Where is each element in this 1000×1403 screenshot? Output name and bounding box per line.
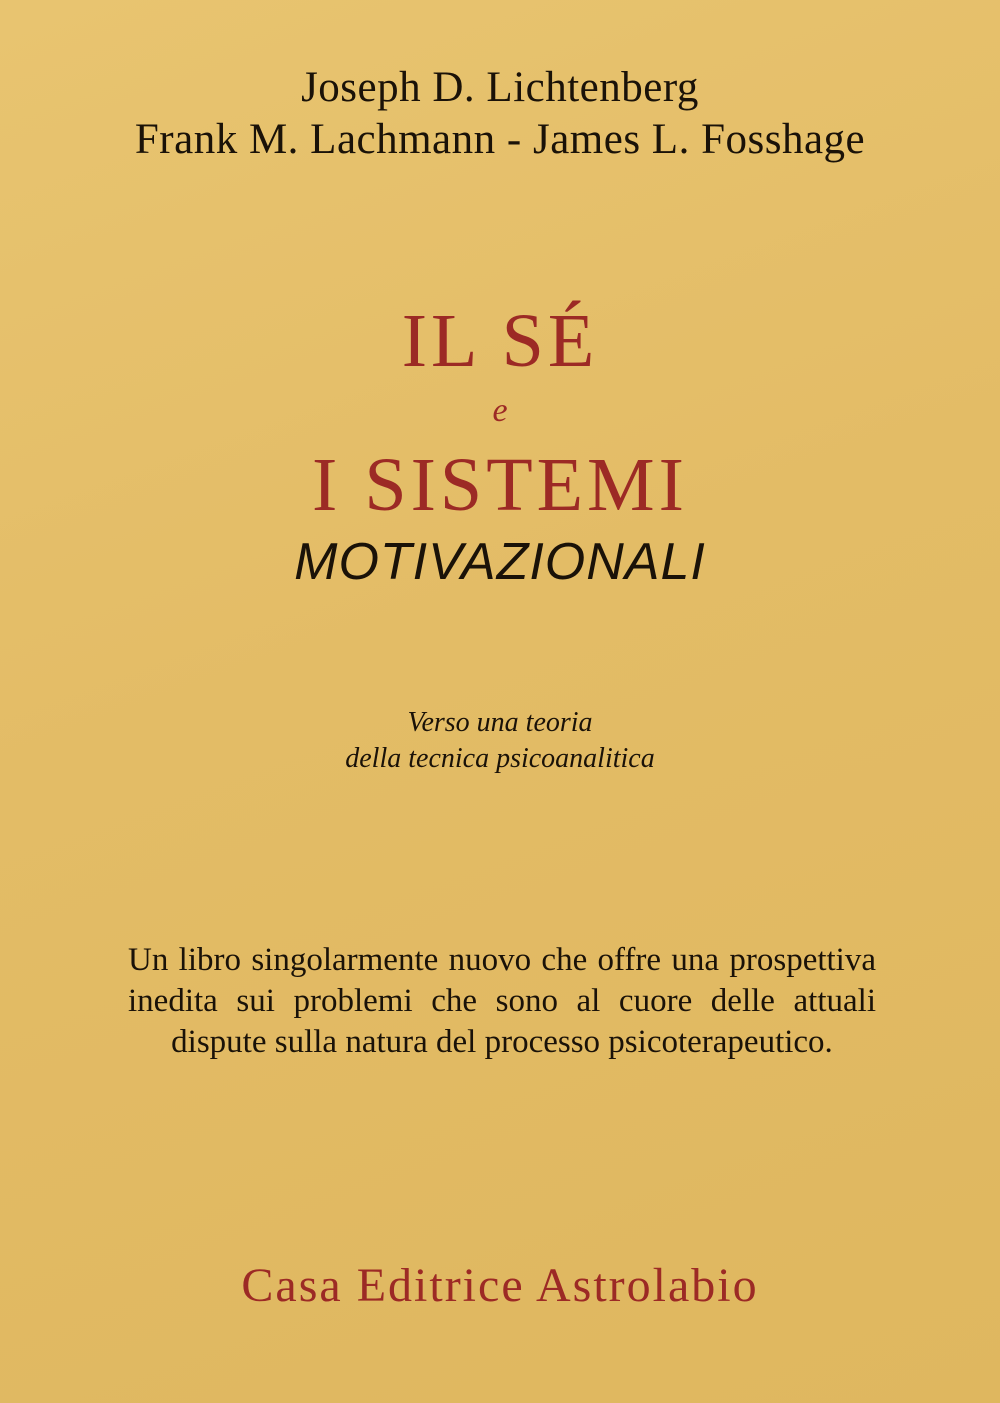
author-block [0, 62, 1000, 166]
subtitle-block [0, 705, 1000, 777]
title-line-1: IL SÉ [401, 299, 599, 383]
author-line-2: Frank M. Lachmann - James L. Fosshage [134, 116, 866, 163]
title-connector: e [492, 392, 508, 429]
cover-blurb: Un libro singolarmente nuovo che offre una prospettiva inedita sui problemi che sono al cuore delle attuali dispute sulla natura del processo psicoterapeutico. [128, 942, 876, 1060]
subtitle-line-1: Verso una teoria [407, 707, 593, 738]
author-line-1: Joseph D. Lichtenberg [301, 64, 699, 111]
title-line-3: MOTIVAZIONALI [294, 533, 706, 591]
title-line-2: I SISTEMI [312, 443, 688, 527]
publisher-name: Casa Editrice Astrolabio [241, 1259, 759, 1312]
subtitle-line-2: della tecnica psicoanalitica [345, 743, 655, 774]
title-block [0, 300, 1000, 594]
